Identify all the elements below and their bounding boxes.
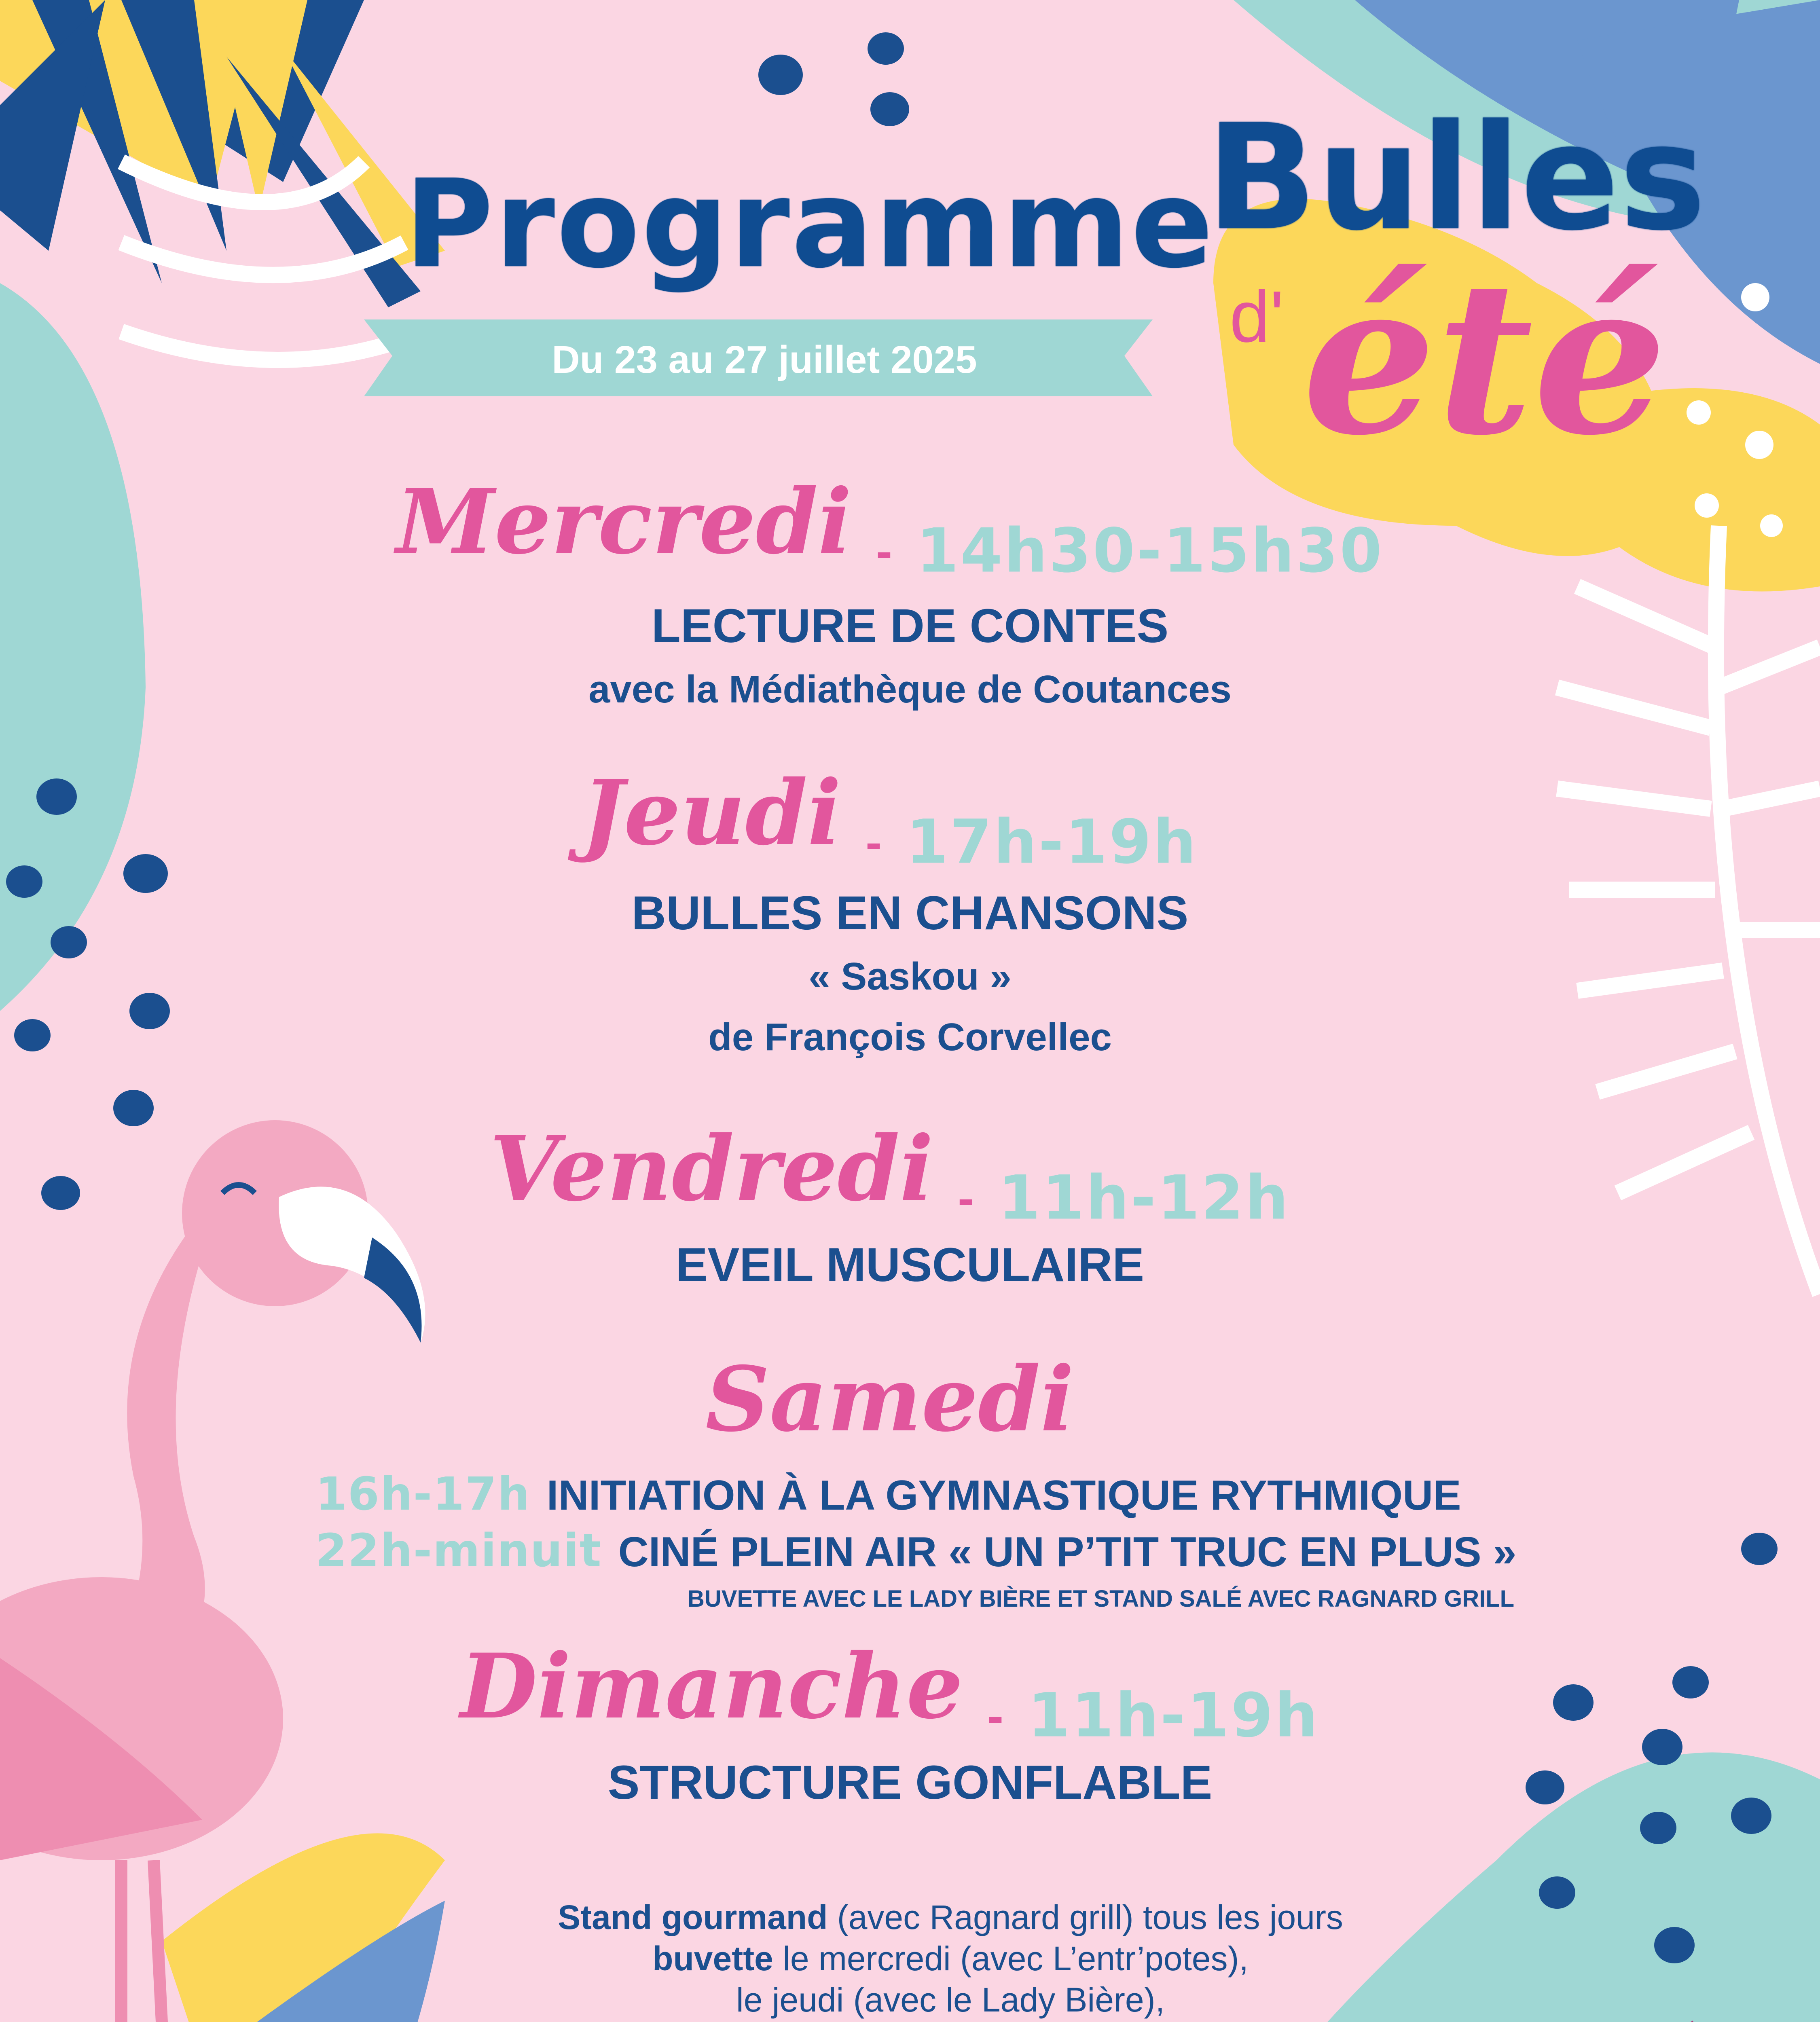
- day-heading-samedi: [243, 1347, 1537, 1451]
- event-subtitle: de François Corvellec: [708, 1015, 1112, 1059]
- dash-separator: -: [866, 815, 882, 869]
- day-name: Mercredi: [396, 469, 852, 574]
- event-title: BULLES EN CHANSONS: [631, 886, 1189, 940]
- event-title: LECTURE DE CONTES: [651, 599, 1169, 653]
- day-time: 14h30-15h30: [916, 516, 1384, 586]
- day-name: Dimanche: [460, 1634, 963, 1739]
- dates-label: Du 23 au 27 juillet 2025: [552, 338, 977, 381]
- item-label: CINÉ PLEIN AIR « UN P’TIT TRUC EN PLUS »: [618, 1529, 1517, 1576]
- day-name: Vendredi: [489, 1116, 934, 1221]
- food-info-text: (avec Ragnard grill) tous les jours: [827, 1898, 1343, 1936]
- event-title: STRUCTURE GONFLABLE: [607, 1756, 1213, 1809]
- item-label: INITIATION À LA GYMNASTIQUE RYTHMIQUE: [546, 1472, 1461, 1519]
- dash-separator: -: [958, 1171, 974, 1225]
- day-time: 11h-12h: [998, 1163, 1290, 1233]
- food-info-line: [364, 2020, 1537, 2022]
- dash-separator: -: [987, 1688, 1004, 1743]
- food-info-text: le mercredi (avec L’entr’potes),: [773, 1940, 1249, 1978]
- event-title: EVEIL MUSCULAIRE: [675, 1238, 1145, 1292]
- day-time: 17h-19h: [906, 807, 1198, 878]
- event-subtitle: avec la Médiathèque de Coutances: [588, 668, 1232, 711]
- logo-ete: été: [1302, 235, 1667, 482]
- food-info-bold: Stand gourmand: [558, 1898, 828, 1936]
- programme-title: Programme: [404, 154, 1215, 295]
- food-info-line: le jeudi (avec le Lady Bière),: [736, 1981, 1165, 2019]
- food-info: [364, 1897, 1537, 2022]
- item-time: 16h-17h: [315, 1468, 531, 1521]
- samedi-item: [315, 1525, 1731, 1577]
- food-info-line: [364, 1938, 1537, 1979]
- event-subtitle: « Saskou »: [808, 955, 1012, 998]
- day-heading-jeudi: [243, 760, 1537, 878]
- day-heading-vendredi: [243, 1116, 1537, 1233]
- logo-bulles: Bulles: [1206, 93, 1706, 262]
- food-info-bold: buvette: [652, 1940, 773, 1978]
- day-time: 11h-19h: [1028, 1680, 1320, 1751]
- dash-separator: -: [876, 524, 892, 578]
- day-name: Jeudi: [582, 760, 842, 865]
- samedi-note: BUVETTE AVEC LE LADY BIÈRE ET STAND SALÉ AVEC RAGNARD GRILL: [688, 1586, 1515, 1612]
- day-name: Samedi: [705, 1347, 1074, 1451]
- top-left-leaves-icon: [0, 0, 445, 360]
- samedi-item: [315, 1468, 1731, 1521]
- food-info-line: [364, 1897, 1537, 1938]
- item-time: 22h-minuit: [315, 1525, 602, 1577]
- logo-apostrophe: d': [1230, 276, 1284, 357]
- left-mint-blob: [0, 283, 146, 1011]
- day-heading-dimanche: [243, 1634, 1537, 1751]
- day-heading-mercredi: [243, 469, 1537, 586]
